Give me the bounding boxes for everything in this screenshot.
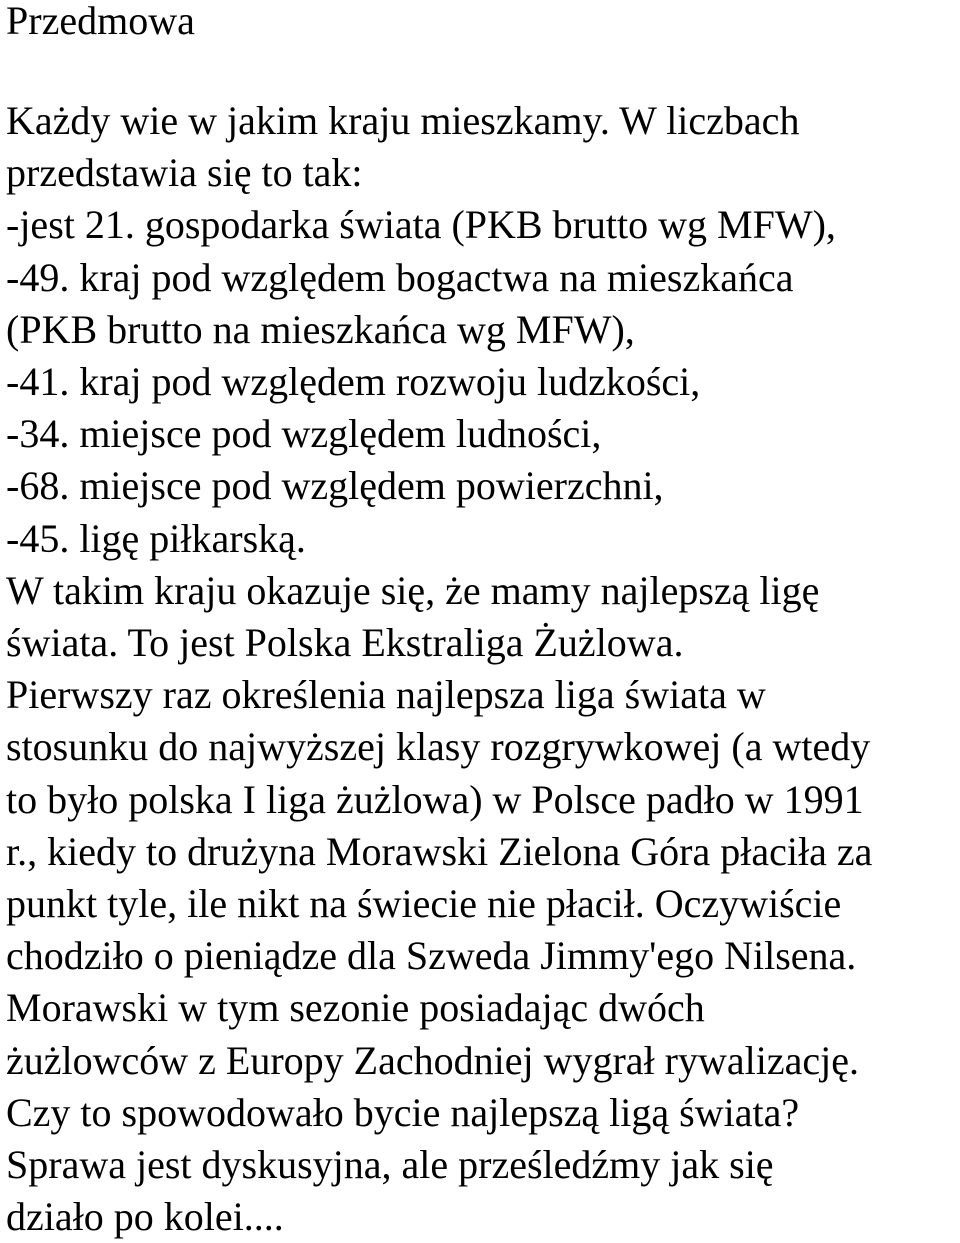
text-line: Pierwszy raz określenia najlepsza liga świata w [6,672,766,718]
text-line: -41. kraj pod względem rozwoju ludzkości, [6,359,701,405]
text-line: -49. kraj pod względem bogactwa na mieszkańca [6,254,794,300]
text-line: Czy to spowodowało bycie najlepszą ligą świata? [6,1089,800,1135]
text-line: Morawski w tym sezonie posiadając dwóch [6,985,705,1031]
text-line: to było polska I liga żużlowa) w Polsce padło w 1991 [6,776,864,822]
document-body [6,95,956,1243]
text-line: przedstawia się to tak: [6,150,363,196]
text-line: r., kiedy to drużyna Morawski Zielona Góra płaciła za [6,828,873,874]
text-line: punkt tyle, ile nikt na świecie nie płacił. Oczywiście [6,881,842,927]
text-line: (PKB brutto na mieszkańca wg MFW), [6,306,635,352]
text-line: Każdy wie w jakim kraju mieszkamy. W liczbach [6,98,800,143]
text-line: -34. miejsce pod względem ludności, [6,411,602,457]
document-page [6,0,956,1243]
text-line: -68. miejsce pod względem powierzchni, [6,463,664,509]
text-line: żużlowców z Europy Zachodniej wygrał rywalizację. [6,1037,859,1083]
text-line: działo po kolei.... [6,1194,284,1240]
text-line: Sprawa jest dyskusyjna, ale prześledźmy jak się [6,1142,774,1188]
text-line: chodziło o pieniądze dla Szweda Jimmy'ego Nilsena. [6,933,857,979]
text-line: -45. ligę piłkarską. [6,515,306,561]
text-line: W takim kraju okazuje się, że mamy najlepszą ligę [6,567,820,613]
text-line: świata. To jest Polska Ekstraliga Żużlowa. [6,620,684,666]
text-line: -jest 21. gospodarka świata (PKB brutto wg MFW), [6,202,836,248]
document-title: Przedmowa [6,0,195,43]
text-line: stosunku do najwyższej klasy rozgrywkowej (a wtedy [6,724,871,770]
